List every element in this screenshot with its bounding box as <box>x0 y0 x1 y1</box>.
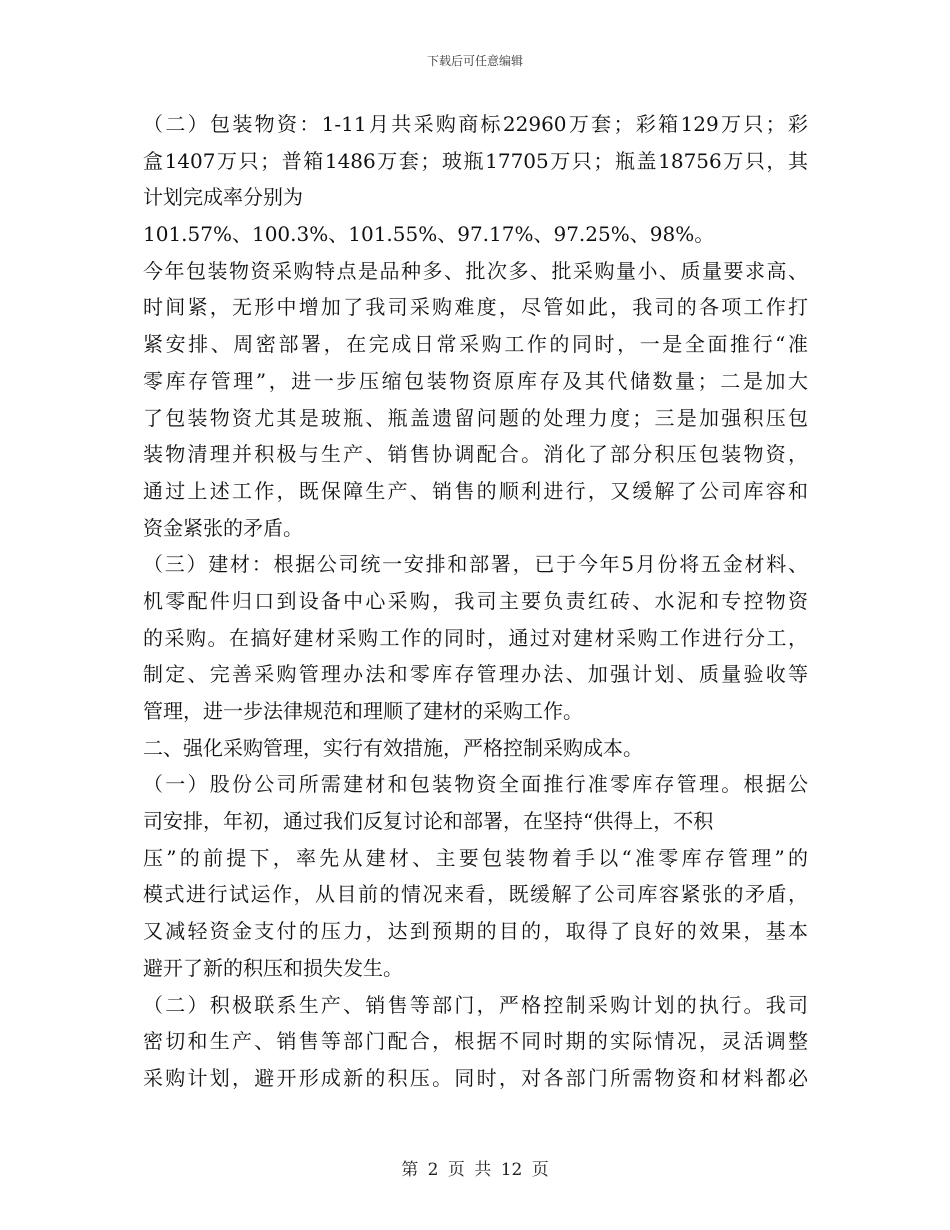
text-line: 制定、完善采购管理办法和零库存管理办法、加强计划、质量验收等 <box>143 662 808 687</box>
text-line: （二）积极联系生产、销售等部门，严格控制采购计划的执行。我司 <box>143 992 808 1017</box>
text-line: 零库存管理”，进一步压缩包装物资原库存及其代储数量；二是加大 <box>143 368 808 393</box>
text-line: 盒1407万只；普箱1486万套；玻瓶17705万只；瓶盖18756万只，其 <box>143 148 808 173</box>
text-line: 装物清理并积极与生产、销售协调配合。消化了部分积压包装物资， <box>143 442 808 467</box>
text-line: 今年包装物资采购特点是品种多、批次多、批采购量小、质量要求高、 <box>143 258 808 283</box>
text-line: 又减轻资金支付的压力，达到预期的目的，取得了良好的效果，基本 <box>143 919 808 944</box>
text-line: 资金紧张的矛盾。 <box>143 515 303 540</box>
text-line: 了包装物资尤其是玻瓶、瓶盖遗留问题的处理力度；三是加强积压包 <box>143 405 808 430</box>
text-line: 的采购。在搞好建材采购工作的同时，通过对建材采购工作进行分工， <box>143 625 808 650</box>
page-header-note: 下载后可任意编辑 <box>426 54 523 68</box>
document-body <box>143 106 808 1097</box>
text-line: 计划完成率分别为 <box>143 185 303 210</box>
text-line: 二、强化采购管理，实行有效措施，严格控制采购成本。 <box>143 735 643 760</box>
text-line: 采购计划，避开形成新的积压。同时，对各部门所需物资和材料都必 <box>143 1065 808 1090</box>
text-line: 机零配件归口到设备中心采购，我司主要负责红砖、水泥和专控物资 <box>143 588 808 613</box>
text-line: 时间紧，无形中增加了我司采购难度，尽管如此，我司的各项工作打 <box>143 295 808 320</box>
text-line: （二）包装物资：1-11月共采购商标22960万套；彩箱129万只；彩 <box>143 112 808 136</box>
text-line: 紧安排、周密部署，在完成日常采购工作的同时，一是全面推行“准 <box>143 332 808 357</box>
text-line: 司安排，年初，通过我们反复讨论和部署，在坚持“供得上，不积 <box>143 809 714 834</box>
text-line: 管理，进一步法律规范和理顺了建材的采购工作。 <box>143 699 583 723</box>
text-line: （一）股份公司所需建材和包装物资全面推行准零库存管理。根据公 <box>143 772 808 797</box>
text-line: 101.57%、100.3%、101.55%、97.17%、97.25%、98%。 <box>143 222 715 247</box>
text-line: （三）建材：根据公司统一安排和部署，已于今年5月份将五金材料、 <box>143 552 808 577</box>
page-number-footer: 第 2 页 共 12 页 <box>401 1160 549 1180</box>
text-line: 密切和生产、销售等部门配合，根据不同时期的实际情况，灵活调整 <box>143 1029 808 1054</box>
text-line: 压”的前提下，率先从建材、主要包装物着手以“准零库存管理”的 <box>143 845 808 870</box>
text-line: 通过上述工作，既保障生产、销售的顺利进行，又缓解了公司库容和 <box>143 478 808 503</box>
text-line: 模式进行试运作，从目前的情况来看，既缓解了公司库容紧张的矛盾， <box>143 882 808 907</box>
text-line: 避开了新的积压和损失发生。 <box>143 955 403 980</box>
